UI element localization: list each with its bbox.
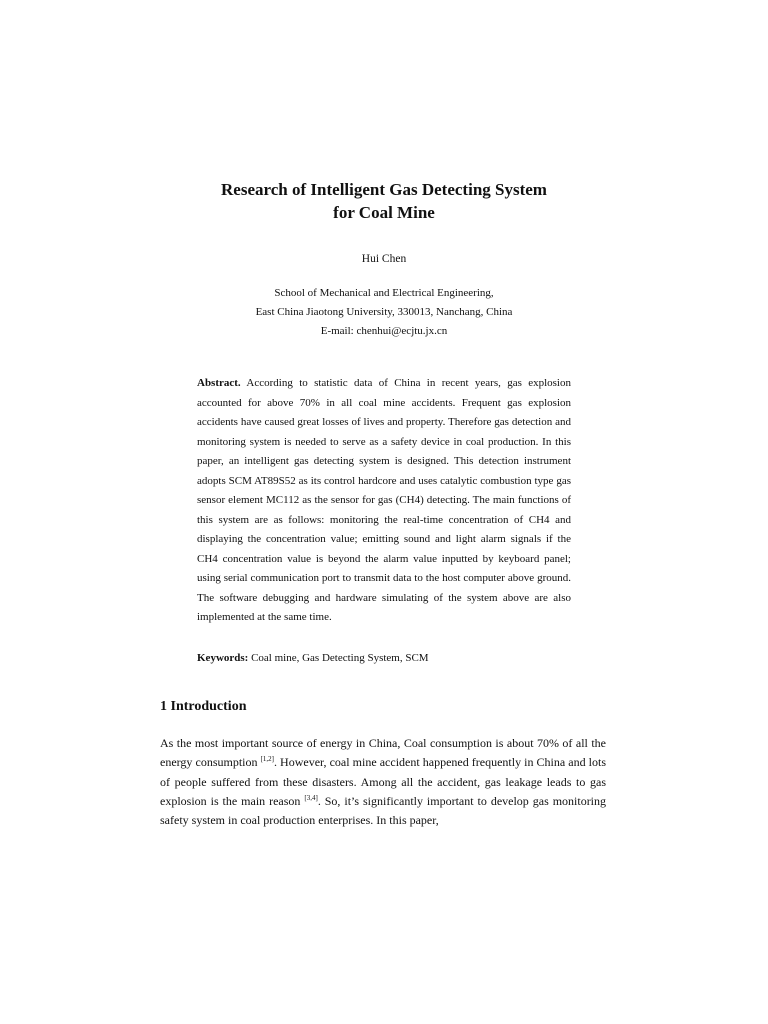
title-line-1: Research of Intelligent Gas Detecting System <box>221 180 547 199</box>
affiliation <box>150 284 618 341</box>
paper-title <box>150 178 618 224</box>
abstract-label: Abstract. <box>197 377 241 389</box>
citation-3-4: [3,4] <box>304 793 318 802</box>
introduction-paragraph <box>160 734 606 830</box>
author-email: E-mail: chenhui@ecjtu.jx.cn <box>320 325 448 337</box>
keywords-label: Keywords: <box>197 652 249 664</box>
affiliation-line-2: East China Jiaotong University, 330013, Nanchang, China <box>255 306 513 318</box>
intro-text-part-1: As the most important source of energy in China, Coal consumption is about 70% of all the energy consumption <box>160 736 606 770</box>
citation-1-2: [1,2] <box>260 755 274 764</box>
abstract-text: According to statistic data of China in recent years, gas explosion accounted for above 70% in all coal mine accidents. Frequent gas explosion accidents have caused great losses of lives and property. Therefore gas detection and monitoring system is needed to serve as a safety device in coal production. In this paper, an intelligent gas detecting system is designed. This detection instrument adopts SCM AT89S52 as its control hardcore and uses catalytic combustion type gas sensor element MC112 as the sensor for gas (CH4) detecting. The main functions of this system are as follows: monitoring the real-time concentration of CH4 and displaying the concentration value; emitting sound and light alarm signals if the CH4 concentration value is beyond the alarm value inputted by keyboard panel; using serial communication port to transmit data to the host computer above ground. The software debugging and hardware simulating of the system above are also implemented at the same time. <box>197 377 571 623</box>
intro-text-part-2: . However, coal mine accident happened frequently in China and lots of people suffered from these disasters. Among all the accident, gas leakage leads to gas explosion is the main reason <box>160 755 607 808</box>
title-line-2: for Coal Mine <box>333 203 435 222</box>
section-heading-introduction: 1 Introduction <box>160 699 247 714</box>
intro-text-part-3: . So, it’s significantly important to develop gas monitoring safety system in coal production enterprises. In this paper, <box>160 793 607 828</box>
author-name: Hui Chen <box>361 253 407 265</box>
keywords-text: Coal mine, Gas Detecting System, SCM <box>251 652 429 664</box>
abstract <box>197 374 571 628</box>
keywords <box>197 649 571 668</box>
affiliation-line-1: School of Mechanical and Electrical Engineering, <box>274 287 494 299</box>
